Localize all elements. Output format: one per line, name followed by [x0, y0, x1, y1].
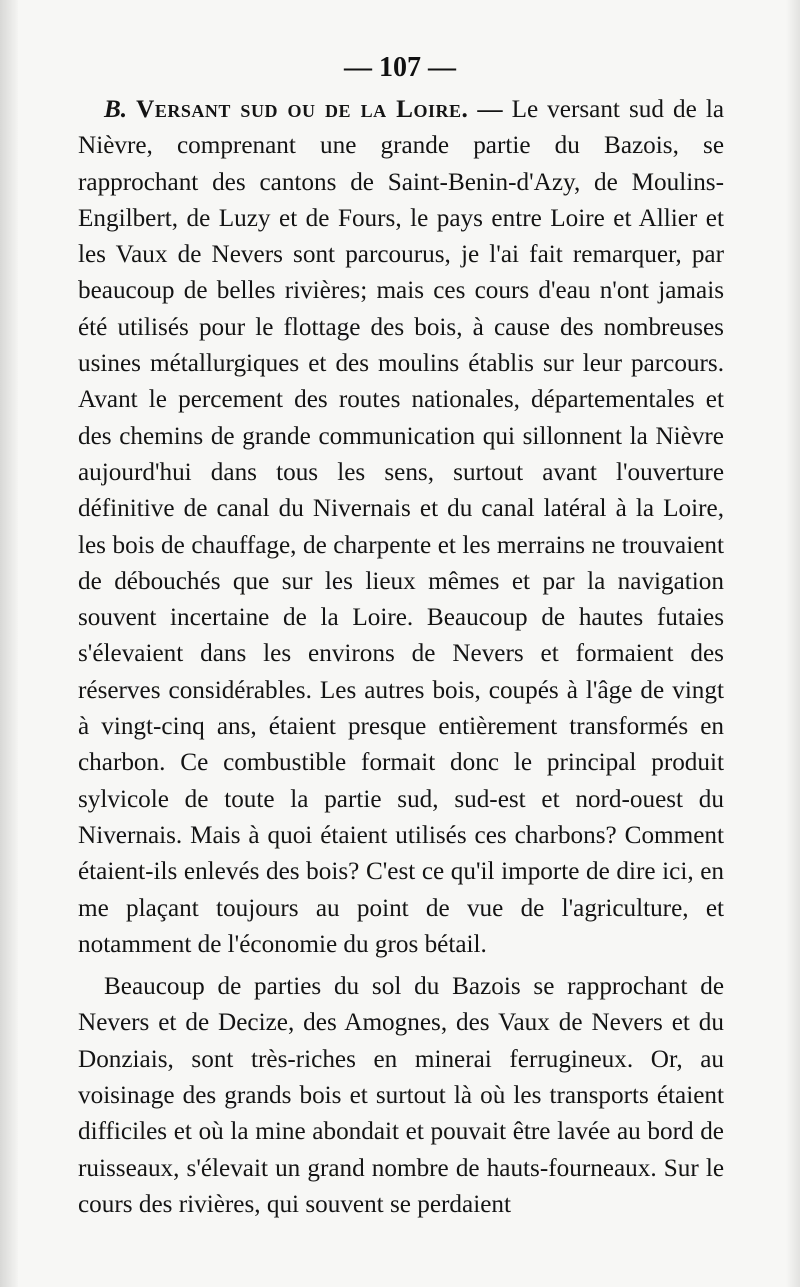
paragraph-1-text: Le versant sud de la Nièvre, comprenant une grande partie du Bazois, se rapprochant des cantons de Saint-Benin-d'Azy, de Moulins-Engilbert, de Luzy et de Fours, le pays entre Loire et Allier et les Vaux de Nevers sont parcourus, je l'ai fait remarquer, par beaucoup de belles rivières; mais ces cours d'eau n'ont jamais été utilisés pour le flottage des bois, à cause des nombreuses usines métallurgiques et des moulins établis sur leur parcours. Avant le percement des routes nationales, départementales et des chemins de grande communication qui sillonnent la Nièvre aujourd'hui dans tous les sens, surtout avant l'ouverture définitive de canal du Nivernais et du canal latéral à la Loire, les bois de chauffage, de charpente et les merrains ne trouvaient de débouchés que sur les lieux mêmes et par la navigation souvent incertaine de la Loire. Beaucoup de hautes futaies s'élevaient dans les environs de Nevers et formaient des réserves considérables. Les autres bois, coupés à l'âge de vingt à vingt-cinq ans, étaient presque entièrement transformés en charbon. Ce combustible formait donc le principal produit sylvicole de toute la partie sud, sud-est et nord-ouest du Nivernais. Mais à quoi étaient utilisés ces charbons? Comment étaient-ils enlevés des bois? C'est ce qu'il importe de dire ici, en me plaçant toujours au point de vue de l'agriculture, et notamment de l'économie du gros bétail.	[78, 96, 725, 958]
section-dash: —	[468, 96, 512, 123]
scan-edge-right	[786, 0, 800, 1287]
paragraph-2: Beaucoup de parties du sol du Bazois se rapprochant de Nevers et de Decize, des Amognes, des Vaux de Nevers et du Donziais, sont très-riches en minerai ferrugineux. Or, au voisinage des grands bois et surtout là où les transports étaient difficiles et où la mine abondait et pouvait être lavée au bord de ruisseaux, s'élevait un grand nombre de hauts-fourneaux. Sur le cours des rivières, qui souvent se perdaient	[78, 973, 724, 1218]
section-label: B.	[104, 96, 128, 123]
scan-edge-left	[0, 0, 18, 1287]
paragraph-1	[78, 92, 724, 963]
body-text	[78, 92, 724, 1223]
page-number: — 107 —	[344, 52, 456, 83]
section-title: Versant sud ou de la Loire.	[136, 96, 469, 123]
